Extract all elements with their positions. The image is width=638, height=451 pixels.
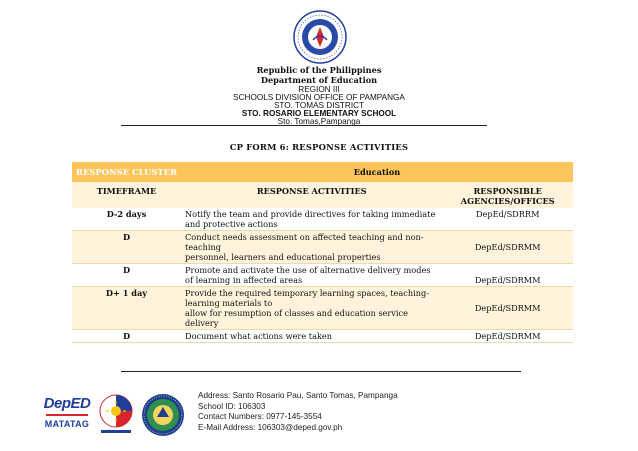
activity-line: personnel, learners and educational properties [185, 252, 381, 262]
row-activity [181, 231, 442, 264]
table-row [72, 264, 573, 287]
row-timeframe: D [122, 265, 131, 275]
activity-line: Notify the team and provide directives for taking immediate [185, 209, 436, 219]
row-timeframe: D [122, 331, 131, 341]
header-responsible-line1: RESPONSIBLE [473, 186, 542, 196]
deped-seal-icon [293, 10, 347, 64]
row-activity [181, 287, 442, 330]
header-responsible-line2: AGENCIES/OFFICES [460, 196, 555, 206]
cluster-row [72, 162, 573, 182]
row-timeframe: D [122, 232, 131, 242]
header-school: STO. ROSARIO ELEMENTARY SCHOOL [241, 109, 397, 118]
deped-logo-text: DepED [43, 395, 91, 412]
row-timeframe: D+ 1 day [105, 288, 148, 298]
table-row [72, 287, 573, 330]
footer-email: E-Mail Address: 106303@deped.gov.ph [198, 422, 343, 432]
header-district: STO. TOMAS DISTRICT [273, 101, 365, 110]
activity-line: Provide the required temporary learning spaces, teaching- [185, 288, 430, 298]
deped-logo-bar [46, 414, 88, 416]
form-title: CP FORM 6: RESPONSE ACTIVITIES [229, 142, 409, 152]
activity-line: Document what actions were taken [185, 331, 333, 341]
response-activities-table [72, 162, 573, 343]
row-responsible: DepEd/SDRMM [474, 242, 541, 252]
header-department: Department of Education [260, 75, 378, 85]
header-activities: RESPONSE ACTIVITIES [256, 186, 367, 196]
footer-divider [121, 371, 521, 372]
footer-contact-numbers: Contact Numbers: 0977-145-3554 [198, 412, 322, 422]
header-location: Sto. Tomas,Pampanga [277, 117, 361, 126]
header-responsible [442, 182, 573, 208]
row-responsible: DepEd/SDRMM [474, 303, 541, 313]
footer-address: Address: Santo Rosario Pau, Santo Tomas, Pampanga [198, 391, 398, 400]
activity-line: learning materials to [185, 298, 273, 308]
header-timeframe: TIMEFRAME [96, 186, 157, 196]
activity-line: Promote and activate the use of alternative delivery modes [185, 265, 431, 275]
footer-contact [198, 391, 398, 433]
row-responsible: DepEd/SDRRM [475, 209, 540, 219]
activity-line: of learning in affected areas [185, 275, 303, 285]
header-republic: Republic of the Philippines [256, 65, 382, 75]
activity-line: teaching [185, 242, 222, 252]
row-responsible: DepEd/SDRMM [474, 275, 541, 285]
table-row [72, 208, 573, 231]
row-responsible: DepEd/SDRMM [474, 331, 541, 341]
sdo-pampanga-seal-icon [141, 393, 185, 437]
row-activity [181, 330, 442, 343]
cluster-value: Education [353, 167, 401, 177]
deped-matatag-logo-icon [40, 393, 94, 437]
bagong-pilipinas-logo-icon [97, 393, 135, 437]
row-activity [181, 208, 442, 231]
activity-line: delivery [185, 318, 219, 328]
activity-line: Conduct needs assessment on affected teaching and non- [185, 232, 424, 242]
table-header-row [72, 182, 573, 208]
header-division: SCHOOLS DIVISION OFFICE OF PAMPANGA [233, 93, 405, 102]
table-row [72, 330, 573, 343]
header-region: REGION III [298, 85, 340, 94]
activity-line: and protective actions [185, 219, 278, 229]
matatag-logo-text: MATATAG [44, 419, 90, 429]
activity-line: allow for resumption of classes and education service [185, 308, 408, 318]
cluster-label: RESPONSE CLUSTER [76, 167, 178, 177]
footer-school-id: School ID: 106303 [198, 401, 266, 411]
header-divider [121, 125, 487, 126]
row-timeframe: D-2 days [106, 209, 147, 219]
row-activity [181, 264, 442, 287]
table-row [72, 231, 573, 264]
